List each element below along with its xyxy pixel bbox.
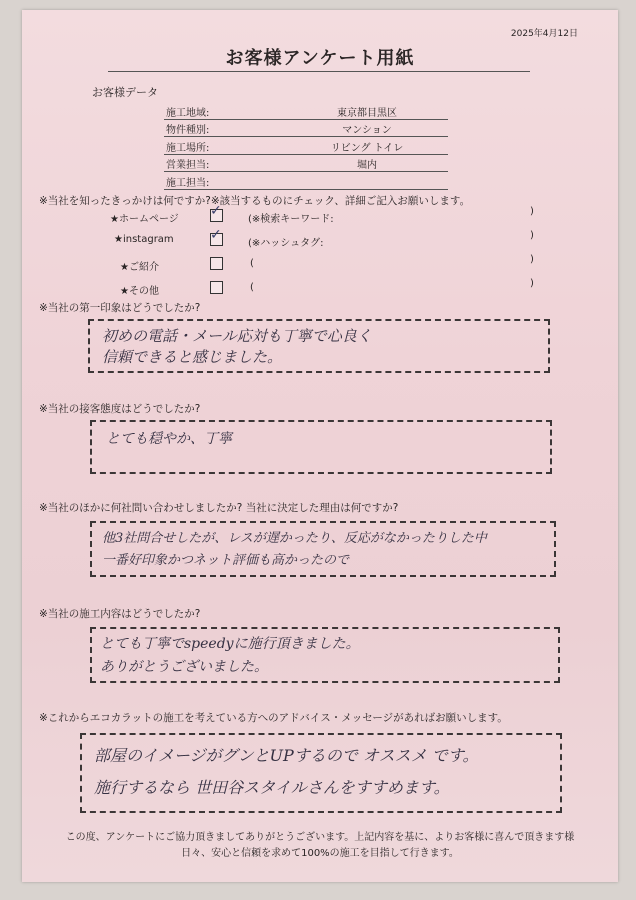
q5-answer-line2: ありがとうございました。 [100,659,268,675]
q2-answer-line1: 初めの電話・メール応対も丁寧で心良く [102,327,372,345]
row-label: 物件種別: [166,125,210,136]
q3-question: ※当社の接客態度はどうでしたか? [39,403,201,415]
check-mark-icon: ✓ [210,203,222,219]
row-value: 東京都目黒区 [337,107,397,119]
survey-sheet [22,10,618,882]
survey-date: 2025年4月12日 [510,29,578,39]
checkbox-referral[interactable] [210,257,223,270]
q5-answer-box[interactable] [90,627,560,683]
page-title: お客様アンケート用紙 [225,48,415,69]
footer-line2: 日々、安心と信頼を求めて100%の施工を目指して行きます。 [181,848,459,859]
option-close-paren: ) [530,278,534,289]
option-detail-instagram: (※ハッシュタグ: [248,238,324,249]
row-label: 施工場所: [166,142,210,154]
customer-row-installer [164,172,448,190]
q1-question [39,193,470,208]
q1-text: ※当社を知ったきっかけは何ですか? [39,195,211,207]
option-detail-homepage: (※検索キーワード: [248,214,334,225]
option-label-instagram: ★instagram [114,234,174,245]
row-value: リビング トイレ [330,142,404,154]
q2-question: ※当社の第一印象はどうでしたか? [39,302,201,314]
row-value: マンション [342,125,392,136]
q3-answer-line1: とても穏やか、丁寧 [106,431,232,447]
q4-answer-box[interactable] [90,521,556,577]
option-label-referral: ★ご紹介 [120,262,159,273]
q6-question: ※これからエコカラットの施工を考えている方へのアドバイス・メッセージがあればお願いします。 [39,712,508,724]
q2-answer-box[interactable] [88,319,550,373]
row-label: 営業担当: [166,160,210,171]
q5-question: ※当社の施工内容はどうでしたか? [39,608,201,620]
row-value: 堀内 [357,160,377,171]
checkbox-other[interactable] [210,281,223,294]
customer-row-area [164,102,448,120]
q4-question: ※当社のほかに何社問い合わせしましたか? 当社に決定した理由は何ですか? [39,502,399,514]
customer-data-heading: お客様データ [92,86,158,99]
row-label: 施工担当: [166,177,210,189]
option-detail-referral: ( [250,258,254,269]
option-detail-other: ( [250,282,254,293]
q2-answer-line2: 信頼できると感じました。 [102,348,283,366]
option-close-paren: ) [530,254,534,265]
check-mark-icon: ✓ [210,227,222,243]
customer-data-table [164,102,448,190]
row-label: 施工地域: [166,107,210,119]
q5-answer-line1: とても丁寧でspeedyに施行頂きました。 [100,636,360,652]
q3-answer-box[interactable] [90,420,552,474]
footer-message [22,830,618,862]
q4-answer-line2: 一番好印象かつネット評価も高かったので [102,553,350,568]
option-close-paren: ) [530,230,534,241]
option-close-paren: ) [530,206,534,217]
option-label-other: ★その他 [120,286,159,297]
footer-line1: この度、アンケートにご協力頂きましてありがとうございます。上記内容を基に、よりお客様に喜んで頂きます様 [65,832,575,843]
customer-row-property [164,120,448,138]
title-underline [108,71,530,72]
q1-instruction: ※該当するものにチェック、詳細ご記入お願いします。 [210,195,471,207]
q6-answer-box[interactable] [80,733,562,813]
q6-answer-line2: 施行するなら 世田谷スタイルさんをすすめます。 [94,778,450,797]
customer-row-location [164,137,448,155]
customer-row-sales [164,155,448,173]
q6-answer-line1: 部屋のイメージがグンとUPするので オススメ です。 [94,746,479,765]
q4-answer-line1: 他3社問合せしたが、レスが遅かったり、反応がなかったりした中 [102,531,487,546]
option-label-homepage: ★ホームページ [110,214,179,225]
